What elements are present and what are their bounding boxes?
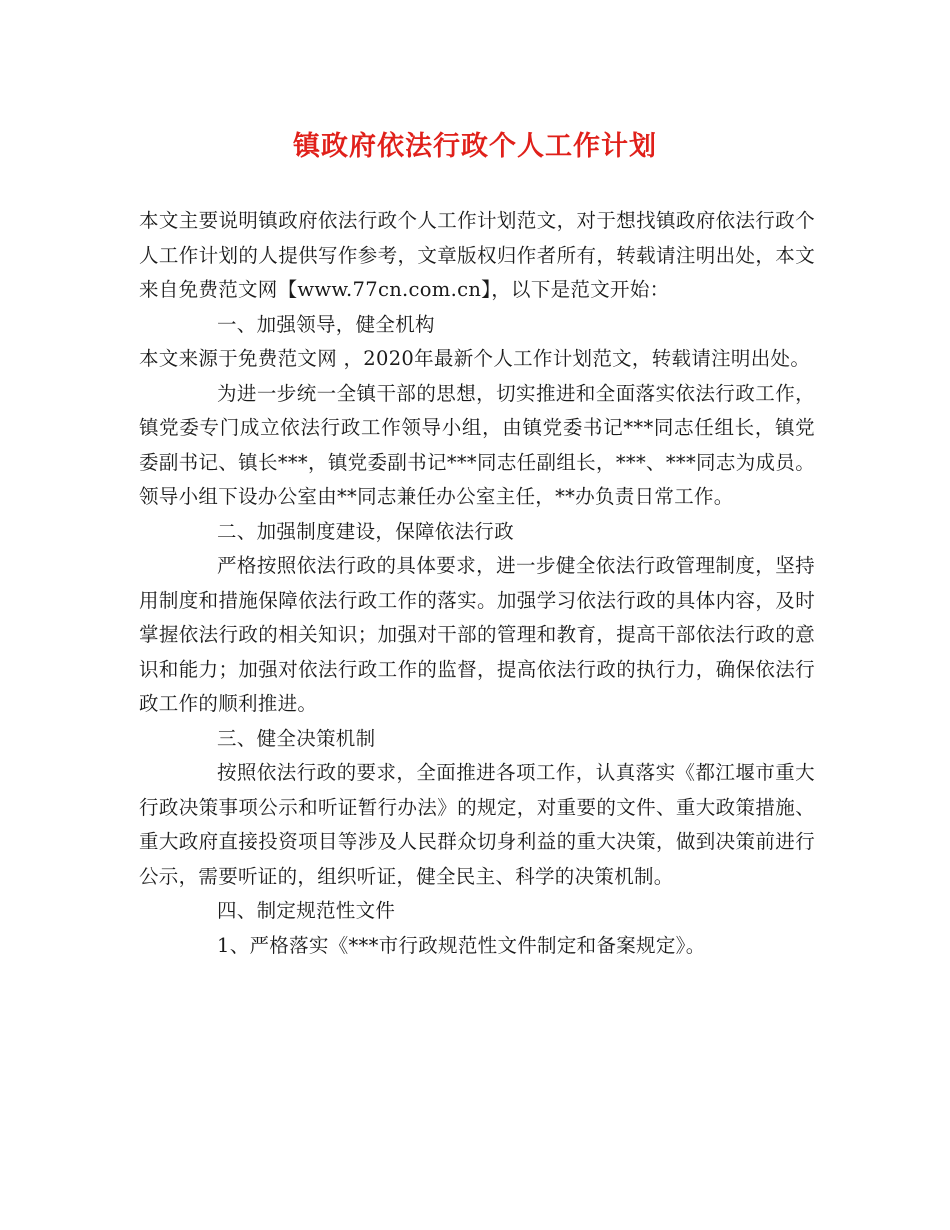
document-title: 镇政府依法行政个人工作计划 [293,131,657,162]
source-note-paragraph: 本文来源于免费范文网 ，2020年最新个人工作计划范文，转载请注明出处。 [139,347,811,370]
body-paragraph-2: 严格按照依法行政的具体要求，进一步健全依法行政管理制度，坚持用制度和措施保障依法行政工作的落实。加强学习依法行政的具体内容，及时掌握依法行政的相关知识；加强对干部的管理和教育，提高干部依法行政的意识和能力；加强对依法行政工作的监督，提高依法行政的执行力，确保依法行政工作的顺利推进。 [139,554,815,715]
section-heading-2: 二、加强制度建设，保障依法行政 [217,519,515,543]
section-heading-4: 四、制定规范性文件 [217,899,396,922]
intro-paragraph: 本文主要说明镇政府依法行政个人工作计划范文，对于想找镇政府依法行政个人工作计划的人提供写作参考，文章版权归作者所有，转载请注明出处，本文来自免费范文网【www.77cn.com.cn】，以下是范文开始： [139,209,815,301]
section-heading-3: 三、健全决策机制 [217,726,376,750]
body-paragraph-3: 按照依法行政的要求，全面推进各项工作，认真落实《都江堰市重大行政决策事项公示和听证暂行办法》的规定，对重要的文件、重大政策措施、重大政府直接投资项目等涉及人民群众切身利益的重大决策，做到决策前进行公示，需要听证的，组织听证，健全民主、科学的决策机制。 [139,761,815,888]
section-heading-1: 一、加强领导，健全机构 [217,312,435,336]
document-body [139,204,815,963]
body-paragraph-1: 为进一步统一全镇干部的思想，切实推进和全面落实依法行政工作，镇党委专门成立依法行政工作领导小组，由镇党委书记***同志任组长，镇党委副书记、镇长***，镇党委副书记***同志任副组长，***、***同志为成员。领导小组下设办公室由**同志兼任办公室主任，**办负责日常工作。 [139,381,815,508]
body-paragraph-4: 1、严格落实《***市行政规范性文件制定和备案规定》。 [217,933,706,957]
